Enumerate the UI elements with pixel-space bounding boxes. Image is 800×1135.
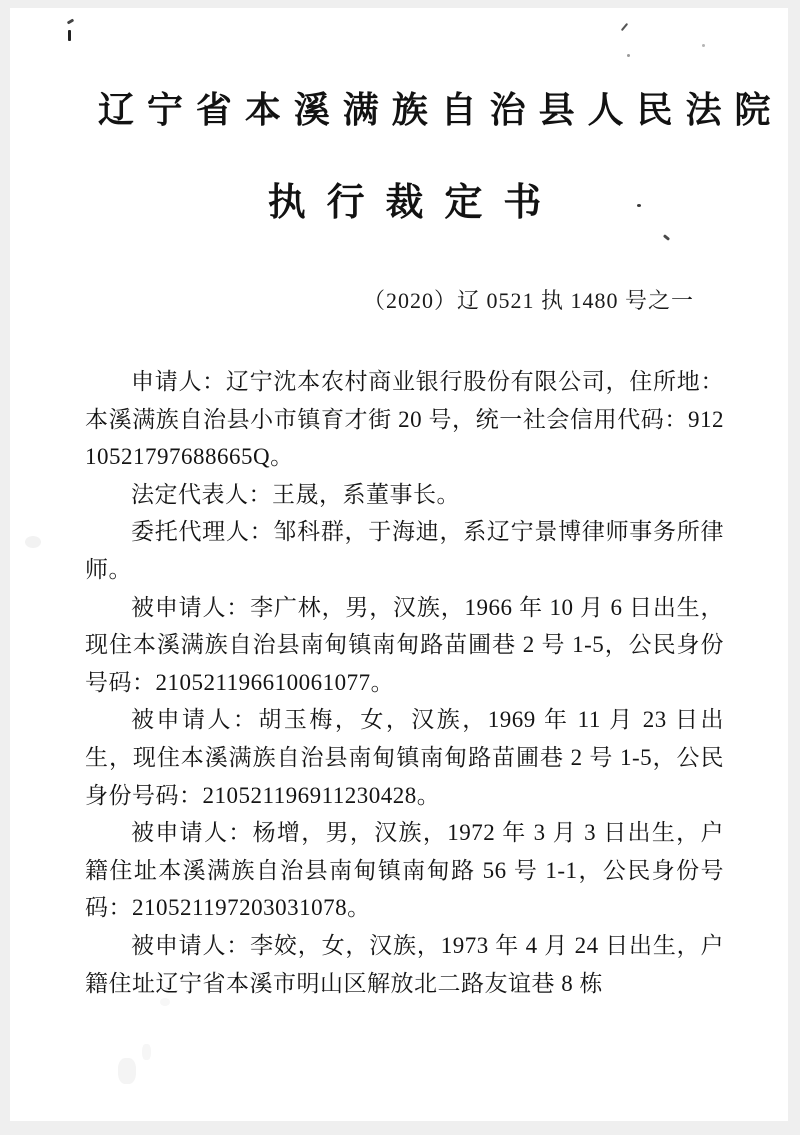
paragraph: 被申请人：李广林，男，汉族，1966 年 10 月 6 日出生，现住本溪满族自治县南甸镇南甸路苗圃巷 2 号 1-5，公民身份号码：210521196610061077。 xyxy=(85,594,724,695)
scan-artifact xyxy=(68,30,71,41)
scan-artifact xyxy=(142,1044,151,1060)
document-page xyxy=(10,8,788,1121)
paragraph: 被申请人：胡玉梅，女，汉族，1969 年 11 月 23 日出生，现住本溪满族自治县南甸镇南甸路苗圃巷 2 号 1-5，公民身份号码：210521196911230428。 xyxy=(85,707,724,808)
court-name: 辽宁省本溪满族自治县人民法院 xyxy=(97,90,784,130)
scan-artifact xyxy=(118,1058,136,1084)
scan-artifact xyxy=(702,44,705,47)
paragraph: 被申请人：李姣，女，汉族，1973 年 4 月 24 日出生，户籍住址辽宁省本溪市明山区解放北二路友谊巷 8 栋 xyxy=(85,932,724,996)
paragraph: 申请人：辽宁沈本农村商业银行股份有限公司，住所地：本溪满族自治县小市镇育才街 20 号，统一社会信用代码：91210521797688665Q。 xyxy=(85,369,724,470)
scan-artifact xyxy=(67,18,75,24)
scan-artifact xyxy=(627,54,630,57)
paragraph: 被申请人：杨增，男，汉族，1972 年 3 月 3 日出生，户籍住址本溪满族自治县南甸镇南甸路 56 号 1-1，公民身份号码：210521197203031078。 xyxy=(85,820,724,921)
document-body xyxy=(85,363,724,1002)
scan-artifact xyxy=(621,23,628,31)
document-content xyxy=(10,88,788,1002)
case-number: （2020）辽 0521 执 1480 号之一 xyxy=(362,288,694,313)
paragraph: 法定代表人：王晟，系董事长。 xyxy=(131,481,460,507)
document-title: 执行裁定书 xyxy=(267,182,563,224)
paragraph: 委托代理人：邹科群，于海迪，系辽宁景博律师事务所律师。 xyxy=(85,519,724,582)
